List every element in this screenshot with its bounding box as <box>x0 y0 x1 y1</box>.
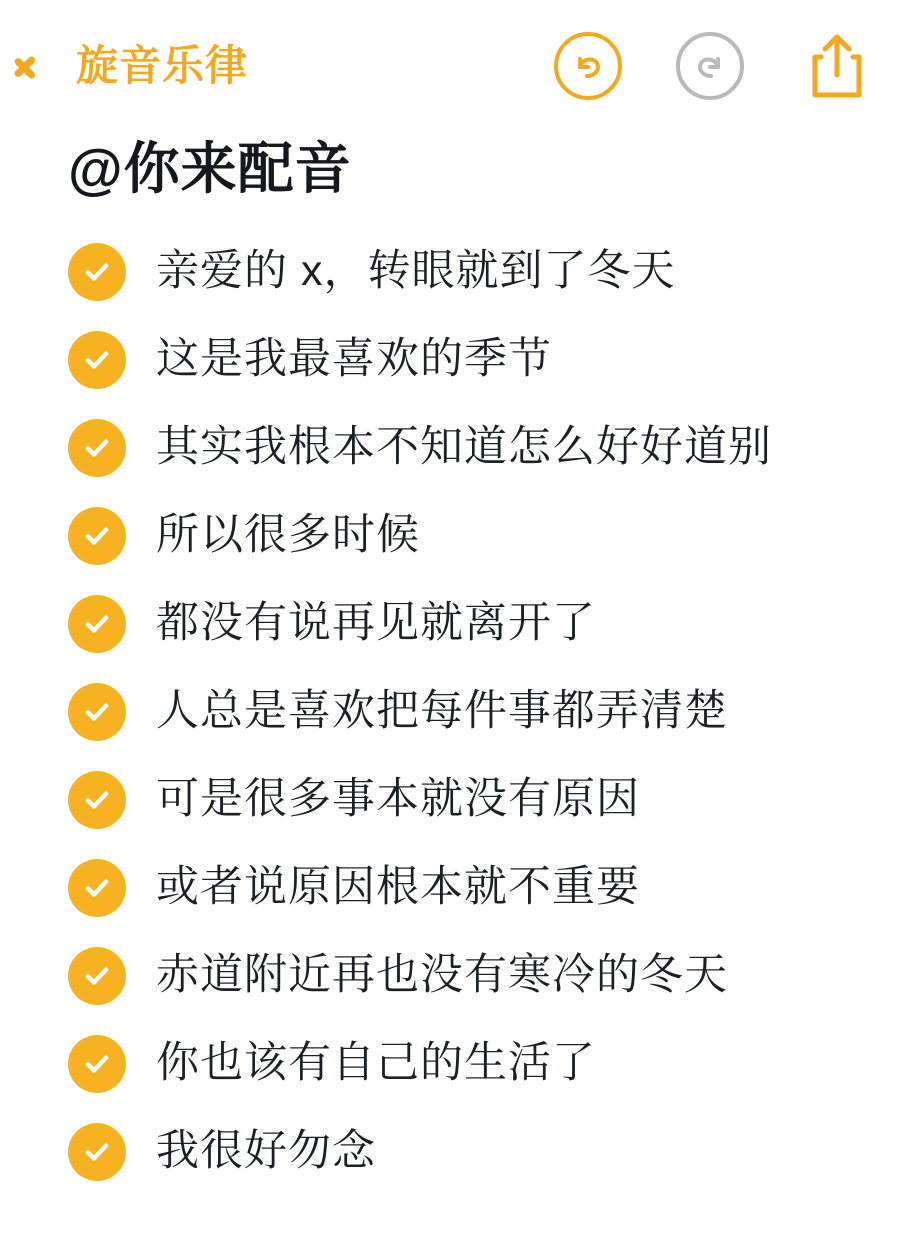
list-item-text: 我很好勿念 <box>156 1126 376 1175</box>
list-item[interactable] <box>68 228 872 316</box>
checkbox-checked-icon[interactable] <box>68 859 126 917</box>
list-item-text: 这是我最喜欢的季节 <box>156 334 552 383</box>
list-item[interactable] <box>68 1108 872 1196</box>
redo-button[interactable] <box>676 32 744 100</box>
checkbox-checked-icon[interactable] <box>68 771 126 829</box>
back-button[interactable] <box>26 40 248 92</box>
list-item-text: 可是很多事本就没有原因 <box>156 774 640 823</box>
list-item-text: 其实我根本不知道怎么好好道别 <box>156 422 772 471</box>
redo-icon <box>690 46 730 86</box>
undo-icon <box>568 46 608 86</box>
list-item-text: 都没有说再见就离开了 <box>156 598 596 647</box>
list-item[interactable] <box>68 580 872 668</box>
bottom-edge <box>0 1232 902 1250</box>
share-icon <box>808 31 866 101</box>
list-item-text: 或者说原因根本就不重要 <box>156 862 640 911</box>
list-item[interactable] <box>68 492 872 580</box>
undo-button[interactable] <box>554 32 622 100</box>
share-button[interactable] <box>806 30 868 102</box>
navigation-actions <box>554 30 868 102</box>
checkbox-checked-icon[interactable] <box>68 683 126 741</box>
list-item-text: 所以很多时候 <box>156 510 420 559</box>
page-title: @你来配音 <box>68 137 352 200</box>
list-item-text: 亲爱的 x，转眼就到了冬天 <box>156 246 676 295</box>
navigation-bar <box>0 0 902 132</box>
list-item[interactable] <box>68 756 872 844</box>
checkbox-checked-icon[interactable] <box>68 243 126 301</box>
document-content <box>0 138 902 1196</box>
list-item[interactable] <box>68 316 872 404</box>
checkbox-checked-icon[interactable] <box>68 947 126 1005</box>
list-item-text: 赤道附近再也没有寒冷的冬天 <box>156 950 728 999</box>
checklist <box>68 228 872 1196</box>
checkbox-checked-icon[interactable] <box>68 419 126 477</box>
list-item[interactable] <box>68 932 872 1020</box>
checkbox-checked-icon[interactable] <box>68 507 126 565</box>
list-item-text: 你也该有自己的生活了 <box>156 1038 596 1087</box>
list-item[interactable] <box>68 668 872 756</box>
list-item[interactable] <box>68 844 872 932</box>
list-item-text: 人总是喜欢把每件事都弄清楚 <box>156 686 728 735</box>
checkbox-checked-icon[interactable] <box>68 331 126 389</box>
back-button-label: 旋音乐律 <box>76 42 249 89</box>
list-item[interactable] <box>68 404 872 492</box>
checkbox-checked-icon[interactable] <box>68 1123 126 1181</box>
checkbox-checked-icon[interactable] <box>68 595 126 653</box>
chevron-left-icon <box>26 40 60 92</box>
list-item[interactable] <box>68 1020 872 1108</box>
checkbox-checked-icon[interactable] <box>68 1035 126 1093</box>
